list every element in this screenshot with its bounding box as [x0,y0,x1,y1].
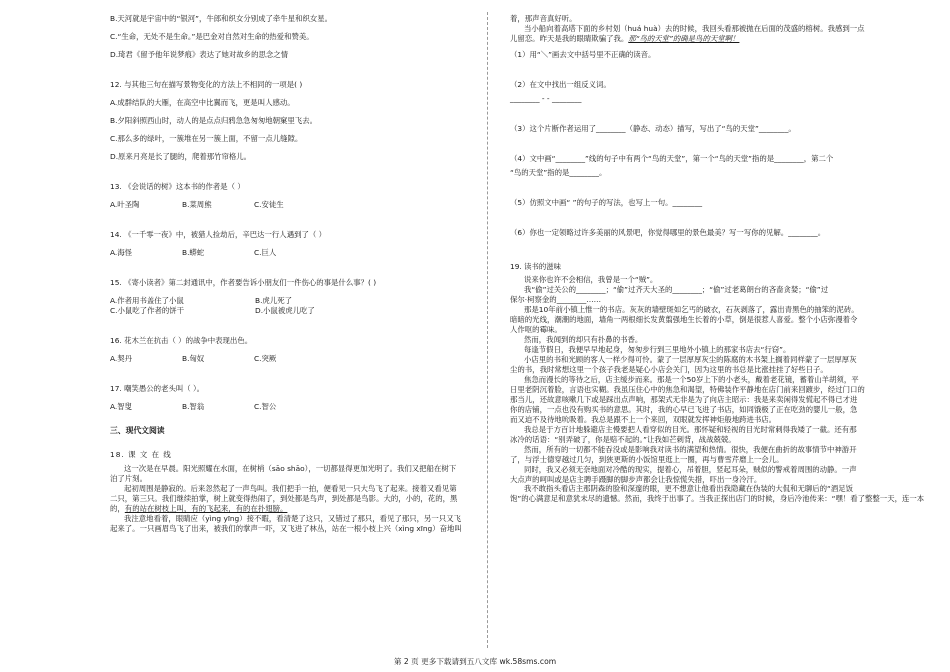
passage-line: 这一次是在早晨。阳光照耀在水面，在树梢（sāo shāo），一切都显得更加光明了。我们又把船在树下 [124,464,457,474]
q17-options [110,402,465,412]
q15-option-a: A.作者用书盖住了小鼠 [110,295,184,305]
q12-stem: 12. 与其他三句在描写景物变化的方法上不相同的一项是( ) [110,79,303,89]
q18-sub-2-blanks: ________ - - ________ [510,93,582,103]
q13-options [110,200,465,210]
q18-sub-3: （3）这个片断作者运用了________（静态、动态）描写，写出了“鸟的天堂”________。 [510,123,796,133]
left-column [110,14,465,534]
q18-sub-4: （4）文中画“________”线的句子中有两个“鸟的天堂”，第一个“鸟的天堂”指的是________，第二个 [510,153,834,163]
q13-option-b: B.菜周熊 [182,199,212,209]
passage-line: 我“偷”过关公的________；“偷”过齐天大圣的________；“偷”过老葛朗台的吝啬贪婪；“偷”过 [524,284,829,294]
q18-sub-5: （5）仿照文中画“ ”的句子的写法，也写上一句。________ [510,197,703,207]
q16-option-c: C.突厥 [254,353,277,363]
q12-option-d: D.原来月亮是长了腿的，爬着那竹帘格儿。 [110,151,252,161]
passage-line: 我不敢指头看店主那阴森的脸和深邃的眼，更不想意让他看出我隐藏在伪装的大侃和无聊后的“酒足饭 [524,484,854,494]
passage-line: 那当儿，还故意咳嗽几下或是踩出点声响，那架式无非是为了向店主昭示：我是来卖闲得发慌起不得已才进 [510,394,858,404]
passage-line-prefix: 的， [110,504,125,514]
q16-options [110,354,465,364]
q12-option-c: C.那么多的绿叶，一簇堆在另一簇上面，不留一点儿缝隙。 [110,133,303,143]
passage-line: 尘的书，我时常想这里一个孩子我老是疑心小店会关门，因为这里的书总是比涨挂挂了好些日子。 [510,364,828,374]
q13-stem: 13. 《会说话的树》这本书的作者是（ ） [110,181,245,191]
passage-line: 我总是于方百计地躲避店主慢要把人看穿似的目光。那怀疑和轻视的目光时常刺得我矮了一截。还有那 [524,424,857,434]
q15-options-row2 [110,306,465,316]
q14-option-a: A.海怪 [110,247,133,257]
passage-line: 人作呕的霉味。 [510,324,562,334]
q12-option-a: A.成群结队的大雁，在高空中比翼而飞，更是叫人感动。 [110,97,295,107]
q11-option-d: D.琦君《留予他年说梦痕》表达了她对故乡的思念之情 [110,49,289,59]
passage-line: 冰冷的话语：“别弄破了，你是赔不起的。”让我如芒刺背，战战兢兢。 [510,434,736,444]
passage-line: 暗暗的光线，潮潮的地面，墙角一两根细长发黄翦强地生长着的小草，倒是很惹人喜爱。整个小店弥漫着令 [510,314,858,324]
q11-option-b: B.天河就是宇宙中的“银河”，牛郎和织女分别成了牵牛星和织女星。 [110,14,333,23]
section-heading: 三、现代文阅读 [110,425,165,435]
q16-option-a: A.契丹 [110,353,133,363]
q12-option-b: B.夕阳斜照西山时，动人的是点点归鸦急急匆匆地朝窠里飞去。 [110,115,317,125]
q19-title: 19. 读书的滋味 [510,261,562,271]
passage-line: 日里老阴沉着脸，言语也实糊。我虽压住心中的焦急和渴望，特佛装作平静地在店门前来回踱步，经过门口的 [510,384,865,394]
column-divider [487,12,488,648]
passage-line: 那是10年前小镇上惟一的书店。灰灰的墙壁斑如乞丐的破衣，石灰剥落了，露出青黑色的抽笨的泥砖。 [524,304,859,314]
passage-line: 我注意地看着，眼睛应（yìng yīng）接不暇，看清楚了这只，又错过了那只，看见了那只，另一只又飞 [124,514,461,524]
passage-line: 然而，我闻到的却只有扑鼻的书香。 [524,334,643,344]
q18-title: 18. 课 文 在 线 [110,450,172,460]
passage-line: 同时，我又必须无奈地面对冷酷的现实，提着心，吊着胆，竖起耳朵，贼似的警戒着周围的动静。一声 [524,464,857,474]
passage-line [510,34,930,44]
q15-option-d: D.小鼠被虎儿吃了 [255,305,315,315]
passage-line: 了，与浮士德穿越过几匀，到狭更斯的小饭馆里逛上一圈，再与曹雪芹磨上一会儿。 [510,454,784,464]
passage-line [110,504,465,514]
passage-line: 焦急而漫长的等待之后，店主缓步而来。那是一个50岁上下的小老头，戴着老花镜，蓄着山羊胡须，平 [524,374,859,384]
q15-options-row1 [110,296,465,306]
q13-option-a: A.叶圣陶 [110,199,140,209]
q15-option-b: B.虎儿死了 [255,295,292,305]
q18-passage [110,464,465,534]
q17-option-a: A.智叟 [110,401,133,411]
passage-line: 大点声的呵叫或是店主聘手蹑脚的脚步声都会让我惊慌失措，吓出一身冷汗。 [510,474,762,484]
passage-line: 保尔·柯察金的________…… [510,294,602,304]
passage-line: 起初周围是静寂的。后来忽然起了一声鸟叫。我们把手一拍，便看见一只大鸟飞了起来。接着又看见第 [124,484,457,494]
passage-line: 着，那声音真好听。 [510,14,577,23]
passage-line: 当小船向着高塔下面的乡村划（huá huà）去的时候，我回头看那被抛在后面的茂盛的榕树。我感到一点 [524,23,865,33]
passage-line-prefix: 儿留恋。昨天是我的眼睛欺骗了我。 [510,33,629,43]
q14-option-c: C.巨人 [254,247,277,257]
underlined-sentence: 有的站在树枝上叫，有的飞起来，有的在扑翅膀。 [124,504,288,514]
passage-line: 小店里的书和光顾的客人一样少得可怜。蒙了一层厚厚灰尘的陈腐的木书架上搁着同样蒙了一层厚厚灰 [524,354,857,364]
page-footer: 第 2 页 更多下载请到五八文库 wk.58sms.com [393,657,557,666]
q14-options [110,248,465,258]
right-column [510,14,930,504]
q15-option-c: C.小鼠吃了作者的饼干 [110,305,185,315]
passage-line: 而又迫不及待地吮吸着。我总是跟不上一个来回，双眼就发挥神炬般地跨进书店。 [510,414,777,424]
underlined-sentence: 那“鸟的天堂”的确是鸟的天堂啊！ [628,33,740,43]
passage-line: 起来了。一只画眉鸟飞了出来，被我们的掌声一吓，又飞进了林丛，站在一根小枝上兴（xìng xīng）奋地叫 [110,524,462,534]
q16-option-b: B.匈奴 [182,353,205,363]
passage-line: 二只，第三只。我们继续拍掌，树上就变得热闹了，到处都是鸟声，到处都是鸟影。大的，小的，花的，黑 [110,494,458,504]
q14-stem: 14. 《一千零一夜》中，被猎人捡劫后，辛巴达一行人遇到了（ ） [110,229,327,239]
q18-sub-2: （2）在文中找出一组反义词。 [510,79,611,89]
q11-option-c: C.“生命，无处不是生命。”是巴金对自然对生命的热爱和赞美。 [110,31,314,41]
passage-line: 然而，所有的一切都不能吞没或是影响我对读书的满望和热情。很快，我便在曲折的故事情节中神游开 [524,444,857,454]
passage-line: 泊了片刻。 [110,474,147,484]
q18-sub-6: （6）你也一定领略过许多美丽的风景吧，你觉得哪里的景色最美？写一写你的见解。________。 [510,227,826,237]
q16-stem: 16. 花木兰在抗击（ ）的战争中表现出色。 [110,335,253,345]
q15-stem: 15. 《寄小读者》第二封通讯中，作者要告诉小朋友们一件伤心的事是什么事？( ) [110,277,377,287]
q17-option-b: B.智翁 [182,401,205,411]
q18-sub-1: （1）用“＼”画去文中括号里不正确的读音。 [510,49,656,59]
q17-option-c: C.智公 [254,401,277,411]
passage-line: 每逢节假日，我便早早地起身，匆匆步行到三里地外小镇上的那家书店去“行窃”。 [524,344,791,354]
passage-line: 你的店铺，一点也没有购买书的意思。其时，我的心早已飞进了书店，如同饿极了正在吃劲的婴儿一般，急 [510,404,858,414]
q18-sub-4-cont: “鸟的天堂”指的是________。 [510,167,607,177]
passage-line: 饱”的心满意足和意犹未尽的遗憾。然而，我终于出事了。当我正探出店门的时候，身后冷池传来：“嘿！看了整整一天，连一本 [510,494,925,504]
q13-option-c: C.安徒生 [254,199,284,209]
q17-stem: 17. 嘲笑愚公的老头叫（ ）。 [110,383,205,393]
q19-passage [510,275,930,505]
q14-option-b: B.蟒蛇 [182,247,205,257]
passage-line: 说来你也许不会相信，我曾是一个“贼”。 [524,274,658,284]
